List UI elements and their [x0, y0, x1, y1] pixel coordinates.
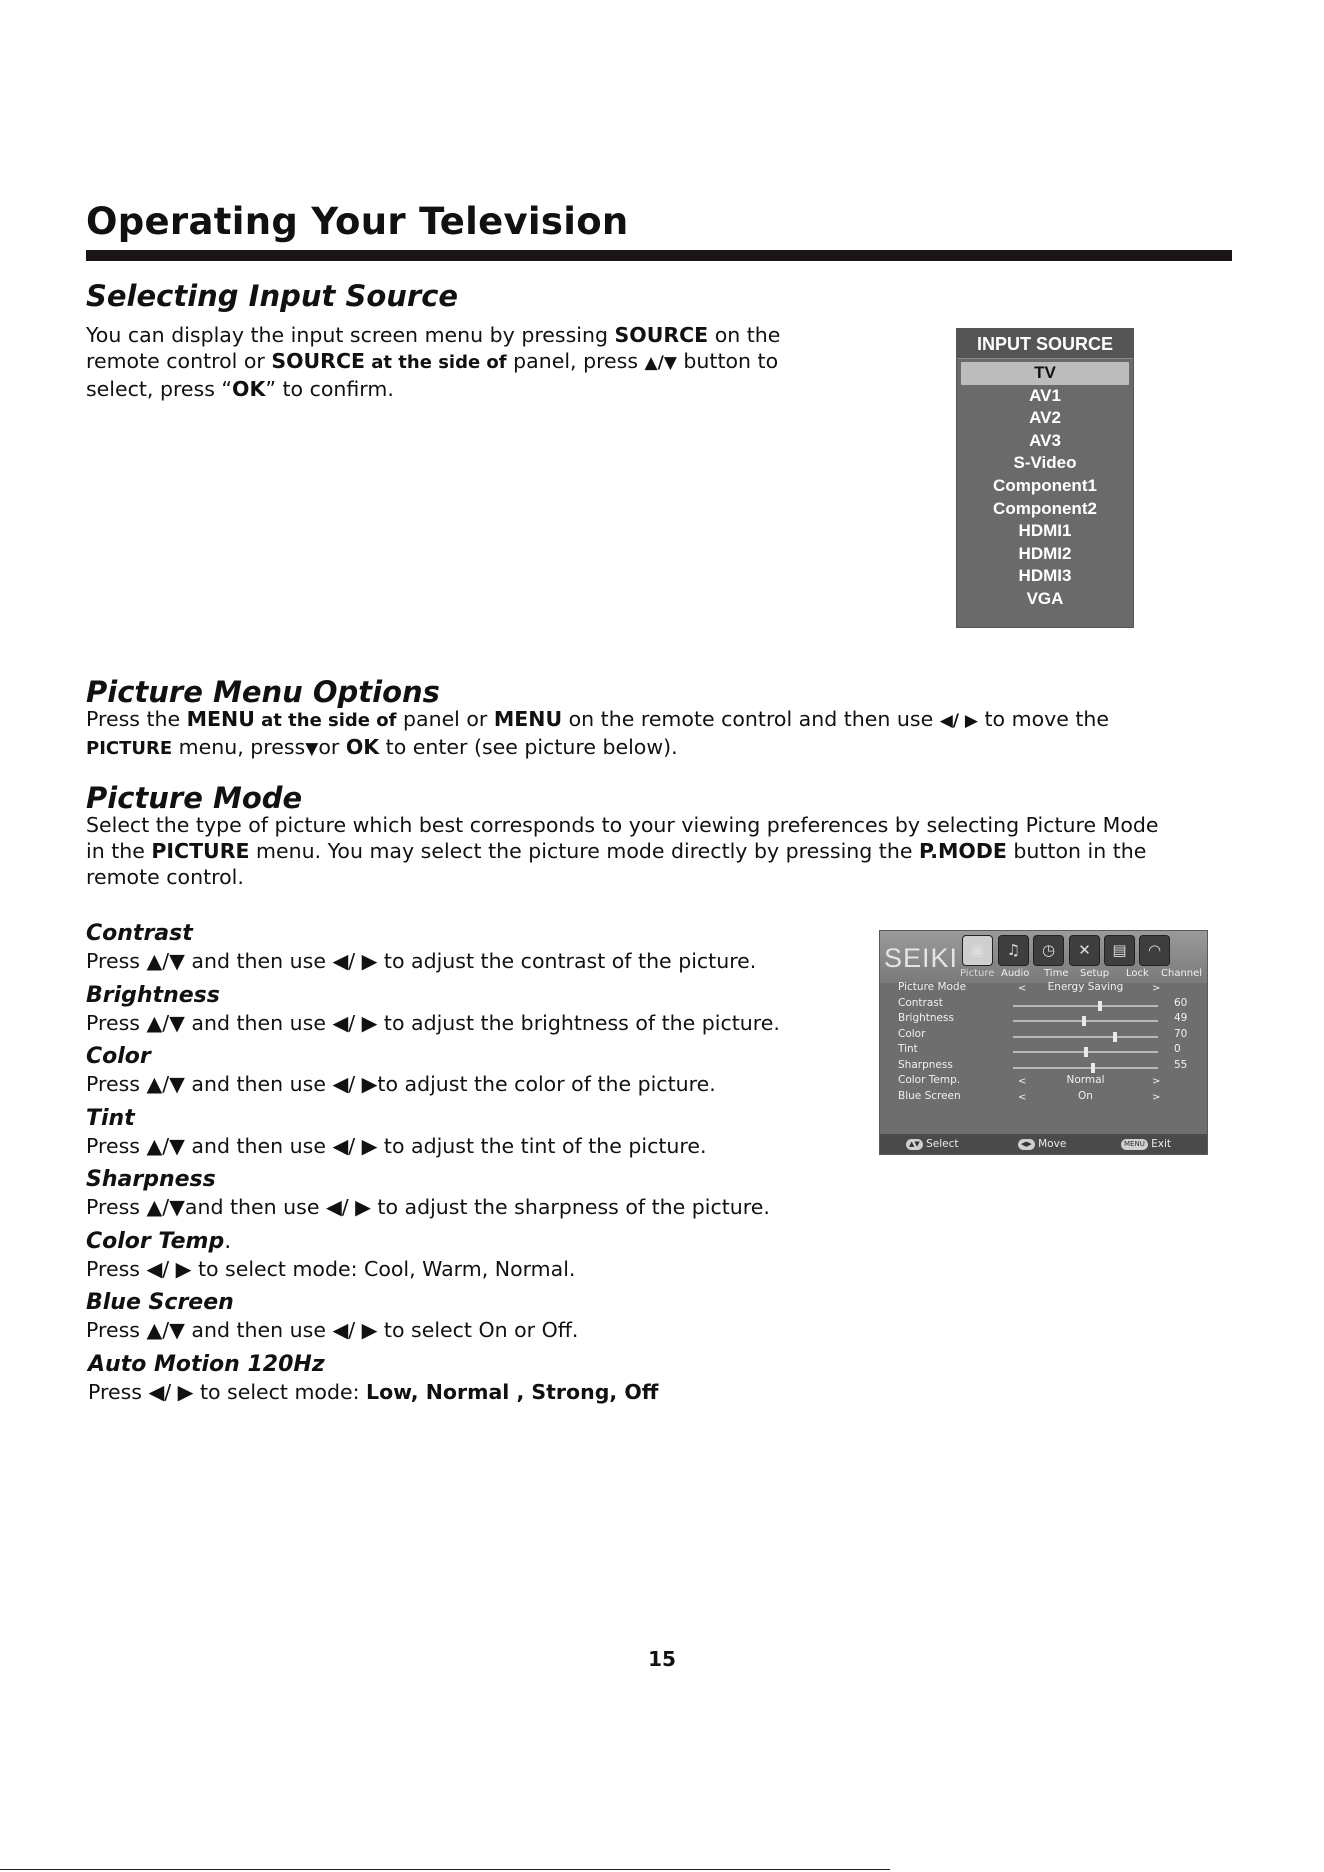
osd-slider-knob[interactable]: [1098, 1001, 1102, 1011]
osd-select-hint: ▲▼ Select: [906, 1138, 959, 1150]
osd-option-value: Normal: [1066, 1074, 1105, 1086]
setup-tab-icon: ✕: [1069, 935, 1100, 966]
osd-slider-track[interactable]: [1013, 1067, 1158, 1069]
tab-lock: Lock: [1126, 968, 1149, 979]
osd-slider-knob[interactable]: [1091, 1063, 1095, 1073]
tab-picture: Picture: [960, 968, 995, 979]
channel-tab-icon: ◠: [1139, 935, 1170, 966]
input-source-paragraph: You can display the input screen menu by pressing SOURCE on the remote control or SOURCE at the side of panel, press ▲/▼ button to select, press “OK” to confirm.: [86, 323, 781, 401]
osd-row-label: Tint: [898, 1043, 918, 1055]
osd-slider-value: 70: [1174, 1028, 1188, 1040]
input-source-osd-header: INPUT SOURCE: [957, 329, 1133, 359]
item-heading: Sharpness: [86, 1167, 216, 1192]
left-right-button-icon: ◀▶: [1018, 1139, 1035, 1150]
section-heading-input-source: Selecting Input Source: [86, 279, 459, 313]
item-description: Press ▲/▼ and then use ◀/ ▶ to adjust the brightness of the picture.: [86, 1011, 780, 1035]
section-heading-picture-mode: Picture Mode: [86, 781, 303, 815]
picture-menu-paragraph: Press the MENU at the side of panel or MENU on the remote control and then use ◀/ ▶ to move the PICTURE menu, press▼or OK to enter (see picture below).: [86, 707, 1110, 759]
picture-tab-icon: ▣: [962, 935, 993, 966]
osd-move-hint: ◀▶ Move: [1018, 1138, 1066, 1150]
input-source-osd: [956, 328, 1134, 628]
osd-right-arrow-icon[interactable]: >: [1152, 1076, 1161, 1087]
item-heading: Tint: [86, 1106, 135, 1131]
osd-option-value: Energy Saving: [1047, 981, 1124, 993]
picture-mode-paragraph: Select the type of picture which best corresponds to your viewing preferences by selecting Picture Mode in the PICTURE menu. You may select the picture mode directly by pressing the P.MODE button in the remote control.: [86, 813, 1159, 889]
item-description: Press ◀/ ▶ to select mode: Low, Normal , Strong, Off: [88, 1380, 659, 1404]
osd-row-label: Blue Screen: [898, 1090, 961, 1102]
osd-option-value: On: [1078, 1090, 1093, 1102]
section-heading-picture-menu: Picture Menu Options: [86, 675, 440, 709]
item-description: Press ▲/▼ and then use ◀/ ▶ to select On or Off.: [86, 1318, 579, 1342]
up-down-button-icon: ▲▼: [906, 1139, 923, 1150]
input-source-option[interactable]: AV1: [1029, 385, 1061, 405]
item-description: Press ◀/ ▶ to select mode: Cool, Warm, Normal.: [86, 1257, 576, 1281]
input-source-option[interactable]: HDMI3: [1018, 566, 1072, 586]
page-number: 15: [648, 1647, 676, 1671]
item-description: Press ▲/▼ and then use ◀/ ▶to adjust the color of the picture.: [86, 1072, 716, 1096]
item-description: Press ▲/▼ and then use ◀/ ▶ to adjust the contrast of the picture.: [86, 949, 757, 973]
input-source-option[interactable]: AV2: [1029, 408, 1061, 428]
osd-right-arrow-icon[interactable]: >: [1152, 983, 1161, 994]
tab-setup: Setup: [1080, 968, 1110, 979]
osd-slider-knob[interactable]: [1082, 1016, 1086, 1026]
osd-slider-track[interactable]: [1013, 1020, 1158, 1022]
osd-row-label: Contrast: [898, 997, 943, 1009]
osd-footer: [880, 1134, 1207, 1154]
item-heading: Auto Motion 120Hz: [88, 1352, 325, 1377]
tab-audio: Audio: [1001, 968, 1030, 979]
bottom-edge-line: [0, 1869, 890, 1870]
item-heading: Contrast: [86, 921, 193, 946]
item-heading: Blue Screen: [86, 1290, 234, 1315]
input-source-option[interactable]: AV3: [1029, 430, 1061, 450]
osd-slider-value: 55: [1174, 1059, 1188, 1071]
osd-exit-hint: MENU Exit: [1121, 1138, 1171, 1150]
menu-button-icon: MENU: [1121, 1139, 1148, 1150]
picture-menu-osd: [879, 930, 1208, 1155]
osd-row-label: Picture Mode: [898, 981, 967, 993]
input-source-option[interactable]: TV: [961, 362, 1129, 385]
input-source-option[interactable]: HDMI1: [1018, 521, 1072, 541]
osd-row-label: Color Temp.: [898, 1074, 961, 1086]
osd-right-arrow-icon[interactable]: >: [1152, 1092, 1161, 1103]
input-source-option[interactable]: Component1: [993, 475, 1097, 495]
osd-slider-knob[interactable]: [1113, 1032, 1117, 1042]
osd-slider-value: 49: [1174, 1012, 1188, 1024]
osd-left-arrow-icon[interactable]: <: [1018, 983, 1027, 994]
osd-row-label: Brightness: [898, 1012, 954, 1024]
lock-tab-icon: ▤: [1104, 935, 1135, 966]
item-description: Press ▲/▼ and then use ◀/ ▶ to adjust the tint of the picture.: [86, 1134, 707, 1158]
osd-slider-track[interactable]: [1013, 1051, 1158, 1053]
item-description: Press ▲/▼and then use ◀/ ▶ to adjust the sharpness of the picture.: [86, 1195, 770, 1219]
time-tab-icon: ◷: [1033, 935, 1064, 966]
input-source-option[interactable]: Component2: [993, 498, 1097, 518]
osd-slider-track[interactable]: [1013, 1036, 1158, 1038]
osd-slider-value: 60: [1174, 997, 1188, 1009]
osd-row-label: Sharpness: [898, 1059, 953, 1071]
tab-time: Time: [1044, 968, 1069, 979]
osd-slider-value: 0: [1174, 1043, 1181, 1055]
seiki-logo: SEIKI: [884, 943, 959, 973]
page-title: Operating Your Television: [86, 200, 629, 243]
item-heading: Color: [86, 1044, 151, 1069]
osd-left-arrow-icon[interactable]: <: [1018, 1076, 1027, 1087]
item-heading: Color Temp.: [86, 1229, 232, 1254]
osd-slider-track[interactable]: [1013, 1005, 1158, 1007]
tab-channel: Channel: [1161, 968, 1203, 979]
osd-top-bar: [880, 931, 1207, 983]
input-source-option[interactable]: HDMI2: [1018, 543, 1072, 563]
input-source-option[interactable]: S-Video: [1013, 453, 1077, 473]
osd-slider-knob[interactable]: [1084, 1047, 1088, 1057]
title-rule: [86, 250, 1232, 261]
osd-left-arrow-icon[interactable]: <: [1018, 1092, 1027, 1103]
item-heading: Brightness: [86, 983, 220, 1008]
audio-tab-icon: ♫: [998, 935, 1029, 966]
input-source-option[interactable]: VGA: [1026, 588, 1064, 608]
osd-row-label: Color: [898, 1028, 926, 1040]
